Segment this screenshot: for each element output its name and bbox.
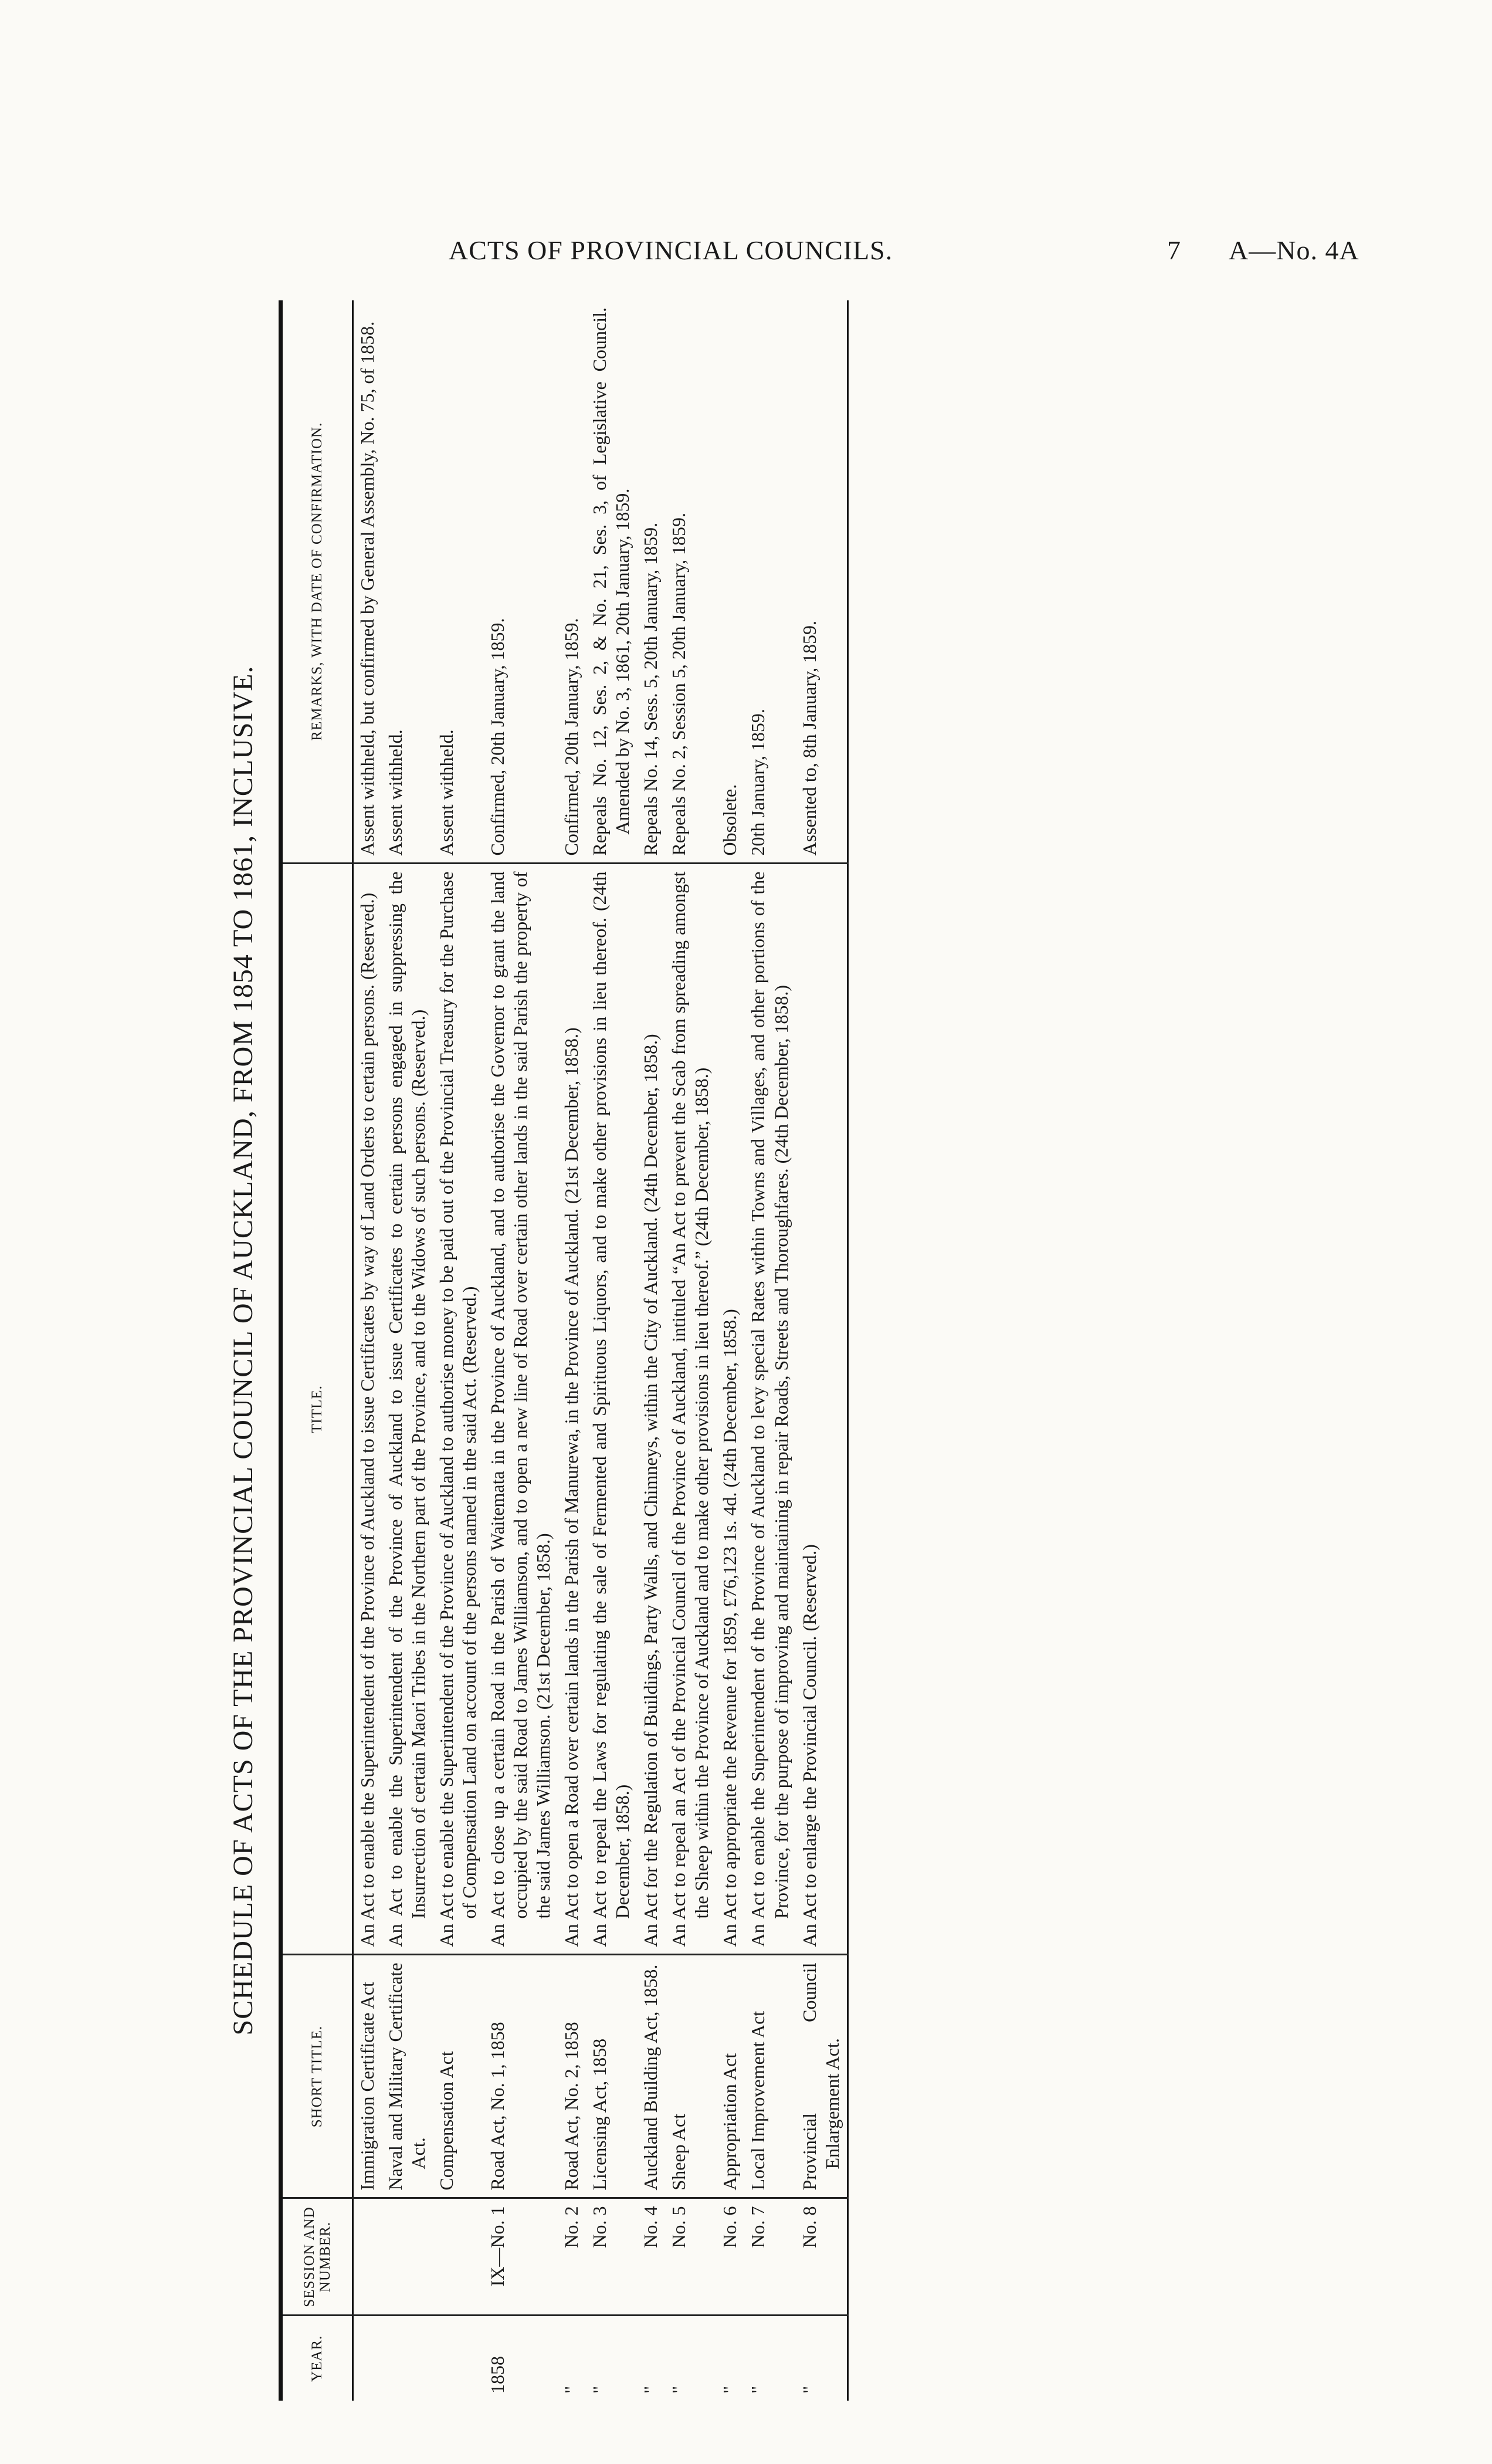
session-cell: IX—No. 1 bbox=[484, 2198, 558, 2316]
year-cell: " bbox=[561, 2385, 582, 2394]
remarks-cell bbox=[716, 300, 744, 864]
title-text: An Act to enable the Superintendent of the Province of Auckland to levy special Rates within Towns and Villages, and other portions of the Province, for the purpose of improving and maintaining in repair Roads, Streets and Thoroughfares. (24th December, 1858.) bbox=[747, 871, 792, 1947]
short-title-text: Appropriation Act bbox=[719, 2053, 741, 2191]
title-text: An Act to appropriate the Revenue for 1859, £76,123 1s. 4d. (24th December, 1858.) bbox=[719, 1309, 741, 1947]
schedule-title: SCHEDULE OF ACTS OF THE PROVINCIAL COUNCIL OF AUCKLAND, FROM 1854 TO 1861, INCLUSIVE. bbox=[228, 665, 259, 2036]
session-cell: No. 5 bbox=[665, 2198, 716, 2316]
running-header bbox=[0, 235, 1492, 276]
remarks-cell bbox=[558, 300, 586, 864]
year-cell: " bbox=[589, 2385, 611, 2394]
remarks-text: Assent withheld. bbox=[385, 729, 406, 856]
rotated-schedule bbox=[226, 300, 1492, 2401]
running-header-title: ACTS OF PROVINCIAL COUNCILS. bbox=[449, 235, 893, 265]
remarks-cell bbox=[353, 300, 382, 864]
title-cell bbox=[433, 864, 484, 1955]
title-cell bbox=[637, 864, 665, 1955]
title-text: An Act to enable the Superintendent of the Province of Auckland to issue Certificates to certain persons engaged in suppressing the Insurrection of certain Maori Tribes in the Northern part of the Province, and to the Widows of such persons. (Reserved.) bbox=[385, 871, 429, 1947]
title-text: An Act to enlarge the Provincial Council. (Reserved.) bbox=[798, 1544, 820, 1947]
year-cell: " bbox=[668, 2385, 690, 2394]
short-title-text: Local Improvement Act bbox=[747, 2011, 769, 2191]
schedule-table bbox=[279, 300, 849, 2401]
column-header-short-title: SHORT TITLE. bbox=[281, 1955, 353, 2198]
table-row bbox=[796, 300, 848, 2401]
session-cell bbox=[353, 2198, 382, 2316]
table-row bbox=[353, 300, 382, 2401]
remarks-cell bbox=[665, 300, 716, 864]
short-title-cell bbox=[353, 1955, 382, 2198]
title-cell bbox=[665, 864, 716, 1955]
short-title-cell bbox=[796, 1955, 848, 2198]
short-title-cell bbox=[433, 1955, 484, 2198]
table-row bbox=[433, 300, 484, 2401]
year-cell bbox=[353, 2316, 382, 2401]
session-cell bbox=[433, 2198, 484, 2316]
remarks-cell bbox=[637, 300, 665, 864]
table-row bbox=[558, 300, 586, 2401]
table-row bbox=[382, 300, 433, 2401]
remarks-cell bbox=[382, 300, 433, 864]
remarks-text: Assent withheld. bbox=[436, 729, 457, 856]
short-title-cell bbox=[484, 1955, 558, 2198]
session-cell: No. 2 bbox=[558, 2198, 586, 2316]
session-cell: No. 8 bbox=[796, 2198, 848, 2316]
remarks-cell bbox=[796, 300, 848, 864]
title-cell bbox=[353, 864, 382, 1955]
remarks-text: Repeals No. 14, Sess. 5, 20th January, 1859. bbox=[640, 522, 662, 856]
title-text: An Act for the Regulation of Buildings, Party Walls, and Chimneys, within the City of Auckland. (24th December, 1858.) bbox=[640, 1034, 662, 1947]
remarks-text: Obsolete. bbox=[719, 784, 741, 856]
short-title-text: Compensation Act bbox=[436, 2051, 457, 2191]
title-text: An Act to enable the Superintendent of the Province of Auckland to issue Certificates by way of Land Orders to certain persons. (Reserved.) bbox=[357, 892, 378, 1947]
title-cell bbox=[744, 864, 795, 1955]
remarks-text: Confirmed, 20th January, 1859. bbox=[561, 618, 582, 856]
column-header-remarks: REMARKS, WITH DATE OF CONFIRMATION. bbox=[281, 300, 353, 864]
short-title-cell bbox=[586, 1955, 637, 2198]
table-row bbox=[637, 300, 665, 2401]
title-cell bbox=[558, 864, 586, 1955]
column-header-year: YEAR. bbox=[309, 2335, 325, 2382]
short-title-text: Licensing Act, 1858 bbox=[589, 2038, 611, 2191]
remarks-cell bbox=[484, 300, 558, 864]
paper-reference: A—No. 4A bbox=[1229, 235, 1359, 265]
table-row bbox=[586, 300, 637, 2401]
table-row bbox=[665, 300, 716, 2401]
session-cell: No. 6 bbox=[716, 2198, 744, 2316]
table-header-row bbox=[281, 300, 353, 2401]
short-title-text: Auckland Building Act, 1858. bbox=[640, 1964, 662, 2191]
table-row bbox=[716, 300, 744, 2401]
year-cell bbox=[433, 2316, 484, 2401]
title-cell bbox=[484, 864, 558, 1955]
short-title-text: Sheep Act bbox=[668, 2113, 690, 2191]
year-cell: " bbox=[747, 2385, 769, 2394]
title-text: An Act to repeal the Laws for regulating the sale of Fermented and Spirituous Liquors, and to make other provisions in lieu thereof. (24th December, 1858.) bbox=[589, 871, 633, 1947]
year-cell: " bbox=[798, 2385, 820, 2394]
title-cell bbox=[382, 864, 433, 1955]
page-number: 7 bbox=[1167, 235, 1181, 265]
title-cell bbox=[796, 864, 848, 1955]
remarks-text: Assent withheld, but confirmed by General Assembly, No. 75, of 1858. bbox=[357, 321, 378, 856]
remarks-cell bbox=[586, 300, 637, 864]
remarks-text: Repeals No. 12, Ses. 2, & No. 21, Ses. 3, of Legislative Council. Amended by No. 3, 1861, 20th January, 1859. bbox=[589, 307, 633, 856]
session-cell: No. 4 bbox=[637, 2198, 665, 2316]
year-cell: " bbox=[640, 2385, 662, 2394]
year-cell bbox=[382, 2316, 433, 2401]
short-title-cell bbox=[637, 1955, 665, 2198]
remarks-text: Confirmed, 20th January, 1859. bbox=[487, 618, 508, 856]
short-title-text: Naval and Military Certificate Act. bbox=[385, 1962, 429, 2191]
session-cell: No. 7 bbox=[744, 2198, 795, 2316]
session-cell: No. 3 bbox=[586, 2198, 637, 2316]
short-title-text: Immigration Certificate Act bbox=[357, 1982, 378, 2191]
short-title-cell bbox=[716, 1955, 744, 2198]
short-title-cell bbox=[744, 1955, 795, 2198]
remarks-text: Assented to, 8th January, 1859. bbox=[798, 620, 820, 856]
remarks-text: 20th January, 1859. bbox=[747, 709, 769, 856]
remarks-cell bbox=[433, 300, 484, 864]
year-cell: " bbox=[719, 2385, 741, 2394]
short-title-text: Provincial Council Enlargement Act. bbox=[798, 1962, 843, 2191]
short-title-text: Road Act, No. 2, 1858 bbox=[561, 2022, 582, 2191]
year-cell: 1858 bbox=[487, 2356, 508, 2394]
short-title-cell bbox=[665, 1955, 716, 2198]
remarks-cell bbox=[744, 300, 795, 864]
column-header-session: SESSION AND NUMBER. bbox=[281, 2198, 353, 2316]
remarks-text: Repeals No. 2, Session 5, 20th January, 1859. bbox=[668, 512, 690, 856]
title-cell bbox=[716, 864, 744, 1955]
session-cell bbox=[382, 2198, 433, 2316]
short-title-cell bbox=[382, 1955, 433, 2198]
short-title-cell bbox=[558, 1955, 586, 2198]
column-header-title: TITLE. bbox=[281, 864, 353, 1955]
table-row bbox=[744, 300, 795, 2401]
title-text: An Act to close up a certain Road in the Parish of Waitemata in the Province of Auckland, and to authorise the Governor to grant the land occupied by the said Road to James Williamson, and to open a new line of Road over certain other lands in the said Parish the property of the said James Williamson. (21st December, 1858.) bbox=[487, 871, 554, 1947]
title-text: An Act to repeal an Act of the Provincial Council of the Province of Auckland, intituled “An Act to prevent the Scab from spreading amongst the Sheep within the Province of Auckland and to make other provisions in lieu thereof.” (24th December, 1858.) bbox=[668, 871, 713, 1947]
title-cell bbox=[586, 864, 637, 1955]
table-row bbox=[484, 300, 558, 2401]
title-text: An Act to open a Road over certain lands in the Parish of Manurewa, in the Province of Auckland. (21st December, 1858.) bbox=[561, 1027, 582, 1947]
short-title-text: Road Act, No. 1, 1858 bbox=[487, 2022, 508, 2191]
title-text: An Act to enable the Superintendent of the Province of Auckland to authorise money to be paid out of the Provincial Treasury for the Purchase of Compensation Land on account of the persons named in the said Act. (Reserved.) bbox=[436, 871, 480, 1947]
